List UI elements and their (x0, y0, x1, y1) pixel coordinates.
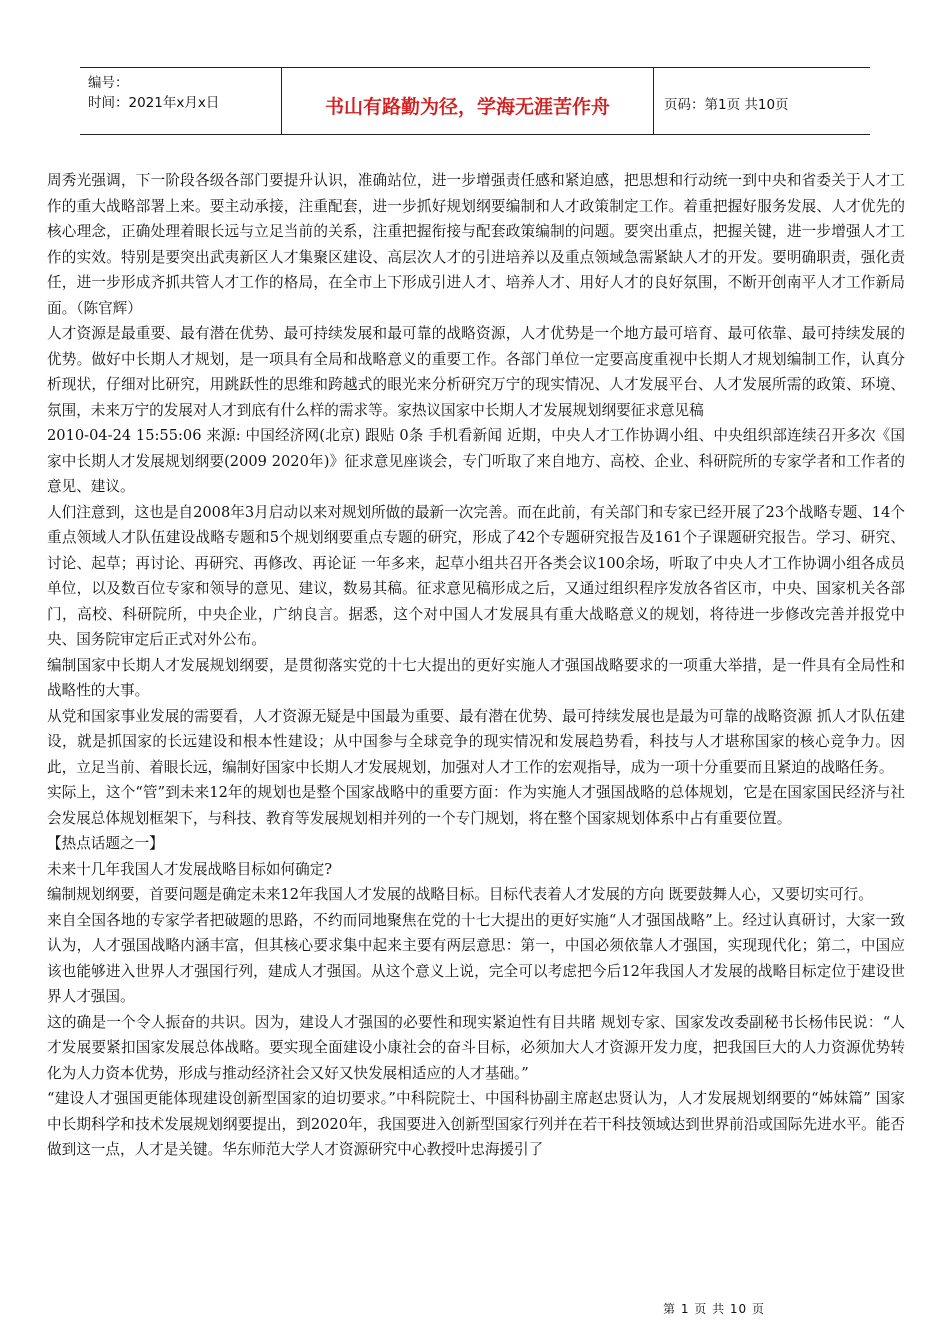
document-number-label: 编号： (88, 75, 129, 91)
section-question: 未来十几年我国人才发展战略目标如何确定? (47, 860, 333, 878)
paragraph: 2010-04-24 15:55:06 来源: 中国经济网(北京) 跟贴 0条 手机看新闻 近期，中央人才工作协调小组、中央组织部连续召开多次《国家中长期人才发展规划纲要(2009 2020年)》征求意见座谈会，专门听取了来自地方、高校、企业、科研院所的专家学者和工作者的意见、建议。 (47, 427, 905, 495)
document-time-label: 时间：2021年x月x日 (88, 95, 220, 111)
header-page-number: 页码：第1页 共10页 (664, 97, 789, 113)
paragraph: 编制规划纲要，首要问题是确定未来12年我国人才发展的战略目标。目标代表着人才发展的方向 既要鼓舞人心，又要切实可行。 (47, 886, 873, 903)
page-header (80, 67, 870, 135)
section-heading: 【热点话题之一】 (47, 835, 164, 852)
paragraph: 周秀光强调，下一阶段各级各部门要提升认识，准确站位，进一步增强责任感和紧迫感，把思想和行动统一到中央和省委关于人才工作的重大战略部署上来。要主动承接，注重配套，进一步抓好规划纲要编制和人才政策制定工作。着重把握好服务发展、人才优先的核心理念，正确处理着眼长远与立足当前的关系，注重把握衔接与配套政策编制的问题。要突出重点，把握关键，进一步增强人才工作的实效。特别是要突出武夷新区人才集聚区建设、高层次人才的引进培养以及重点领域急需紧缺人才的开发。要明确职责，强化责任，进一步形成齐抓共管人才工作的格局，在全市上下形成引进人才、培养人才、用好人才的良好氛围，不断开创南平人才工作新局面。（陈官辉） (47, 172, 905, 317)
paragraph: 实际上，这个“管”到未来12年的规划也是整个国家战略中的重要方面：作为实施人才强国战略的总体规划，它是在国家国民经济与社会发展总体规划框架下，与科技、教育等发展规划相并列的一个专门规划，将在整个国家规划体系中占有重要位置。 (47, 784, 905, 827)
document-body (47, 168, 905, 1163)
header-motto: 书山有路勤为径，学海无涯苦作舟 (282, 68, 654, 134)
page-footer: 第 1 页 共 10 页 (663, 1302, 765, 1316)
paragraph: 人才资源是最重要、最有潜在优势、最可持续发展和最可靠的战略资源，人才优势是一个地方最可培育、最可依靠、最可持续发展的优势。做好中长期人才规划，是一项具有全局和战略意义的重要工作。各部门单位一定要高度重视中长期人才规划编制工作，认真分析现状，仔细对比研究，用跳跃性的思维和跨越式的眼光来分析研究万宁的现实情况、人才发展平台、人才发展所需的政策、环境、氛围，未来万宁的发展对人才到底有什么样的需求等。家热议国家中长期人才发展规划纲要征求意见稿 (47, 325, 905, 419)
header-meta (80, 68, 282, 134)
paragraph: “建设人才强国更能体现建设创新型国家的迫切要求。”中科院院士、中国科协副主席赵忠贤认为，人才发展规划纲要的“姊妹篇” 国家中长期科学和技术发展规划纲要提出，到2020年，我国要进入创新型国家行列并在若干科技领域达到世界前沿或国际先进水平。能否做到这一点，人才是关键。华东师范大学人才资源研究中心教授叶忠海援引了 (47, 1090, 905, 1158)
paragraph: 人们注意到，这也是自2008年3月启动以来对规划所做的最新一次完善。而在此前，有关部门和专家已经开展了23个战略专题、14个重点领域人才队伍建设战略专题和5个规划纲要重点专题的研究，形成了42个专题研究报告及161个子课题研究报告。学习、研究、讨论、起草；再讨论、再研究、再修改、再论证 一年多来，起草小组共召开各类会议100余场，听取了中央人才工作协调小组各成员单位，以及数百位专家和领导的意见、建议，数易其稿。征求意见稿形成之后，又通过组织程序发放各省区市，中央、国家机关各部门，高校、科研院所，中央企业，广纳良言。据悉，这个对中国人才发展具有重大战略意义的规划，将待进一步修改完善并报党中央、国务院审定后正式对外公布。 (47, 503, 905, 648)
paragraph: 来自全国各地的专家学者把破题的思路，不约而同地聚焦在党的十七大提出的更好实施“人才强国战略”上。经过认真研讨，大家一致认为，人才强国战略内涵丰富，但其核心要求集中起来主要有两层意思：第一，中国必须依靠人才强国，实现现代化；第二，中国应该也能够进入世界人才强国行列，建成人才强国。从这个意义上说，完全可以考虑把今后12年我国人才发展的战略目标定位于建设世界人才强国。 (47, 911, 905, 1005)
paragraph: 编制国家中长期人才发展规划纲要，是贯彻落实党的十七大提出的更好实施人才强国战略要求的一项重大举措，是一件具有全局性和战略性的大事。 (47, 656, 905, 699)
paragraph: 从党和国家事业发展的需要看，人才资源无疑是中国最为重要、最有潜在优势、最可持续发展也是最为可靠的战略资源 抓人才队伍建设，就是抓国家的长远建设和根本性建设；从中国参与全球竞争的现实情况和发展趋势看，科技与人才堪称国家的核心竞争力。因此，立足当前、着眼长远，编制好国家中长期人才发展规划，加强对人才工作的宏观指导，成为一项十分重要而且紧迫的战略任务。 (47, 707, 905, 776)
paragraph: 这的确是一个令人振奋的共识。因为，建设人才强国的必要性和现实紧迫性有目共睹 规划专家、国家发改委副秘书长杨伟民说：“人才发展要紧扣国家发展总体战略。要实现全面建设小康社会的奋斗目标，必须加大人才资源开发力度，把我国巨大的人力资源优势转化为人力资本优势，形成与推动经济社会又好又快发展相适应的人才基础。” (47, 1013, 905, 1082)
